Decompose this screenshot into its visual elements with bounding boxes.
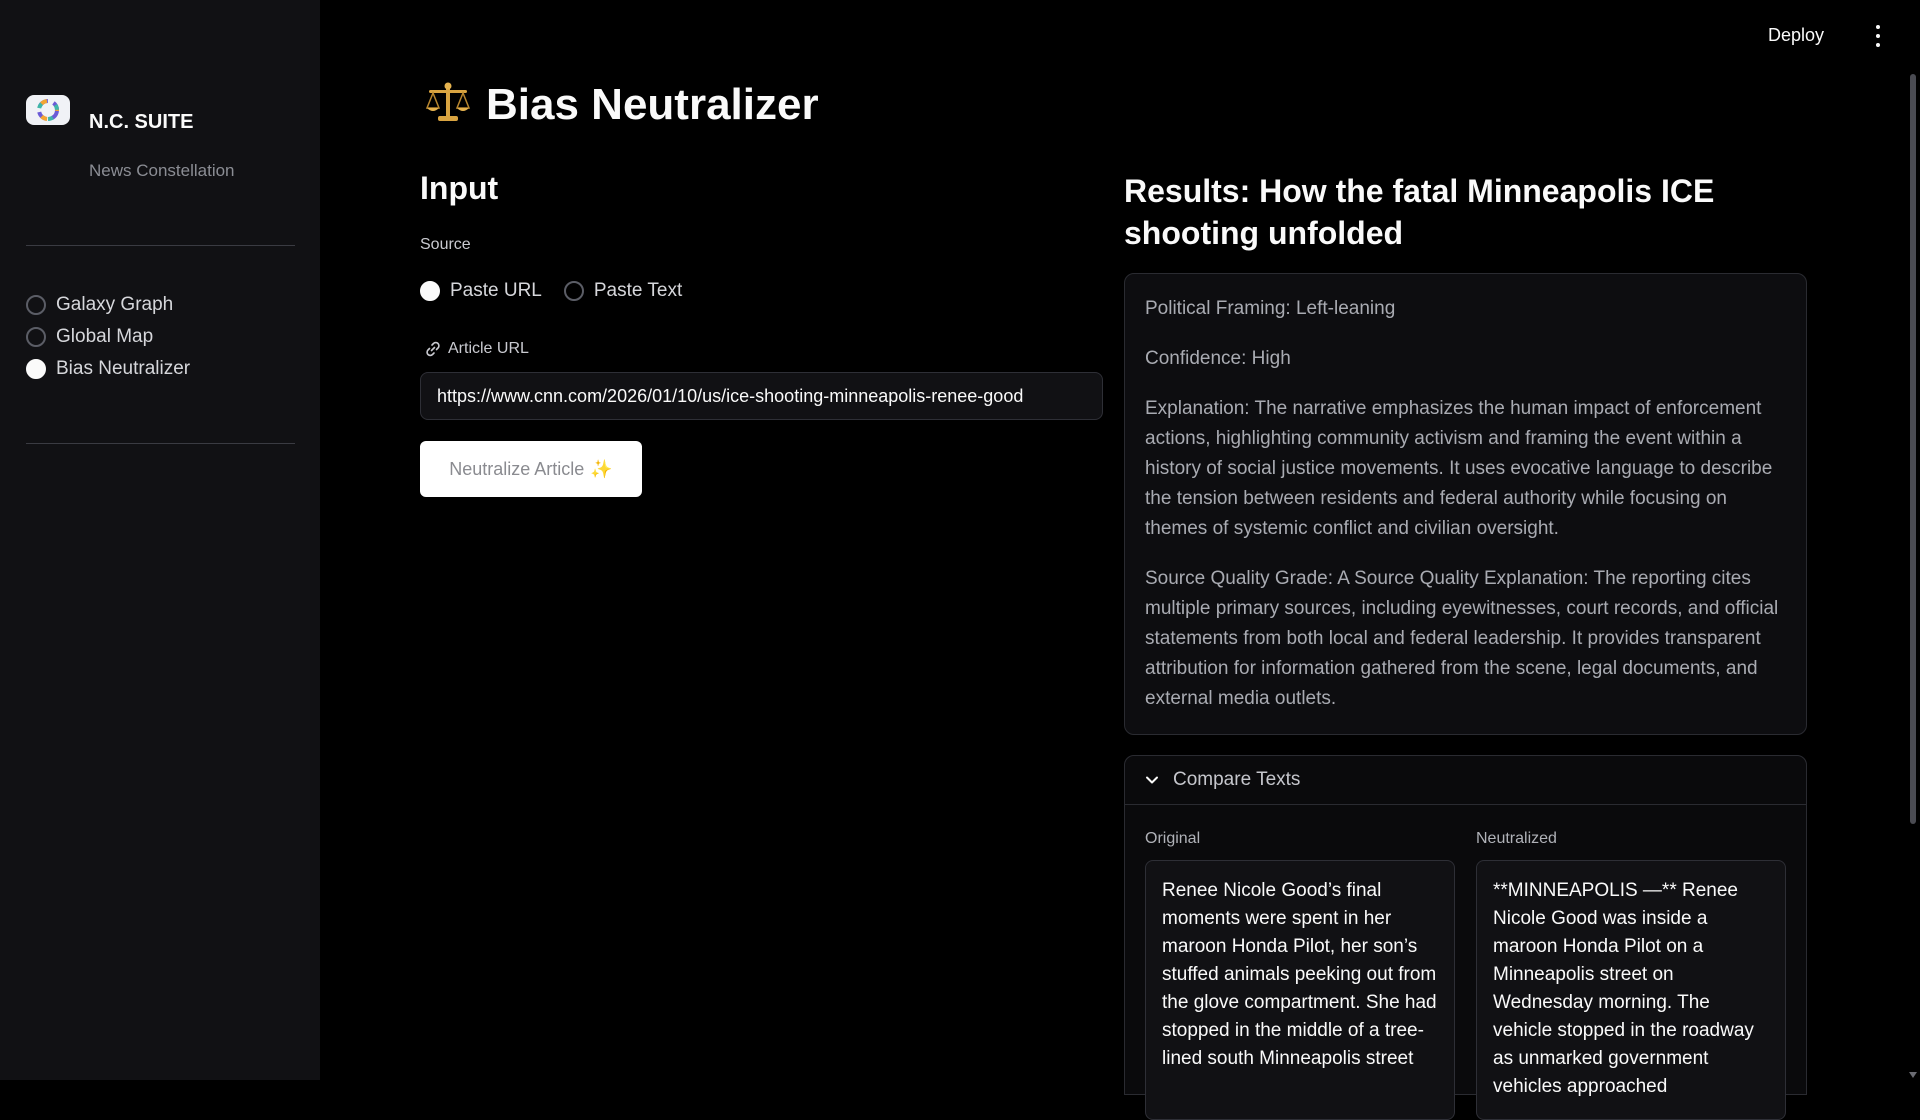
page-title: Bias Neutralizer (486, 79, 819, 129)
results-card (1124, 273, 1807, 735)
nav-label: Galaxy Graph (56, 294, 174, 315)
nav-item-bias-neutralizer[interactable] (26, 353, 190, 385)
compare-texts-label: Compare Texts (1173, 769, 1301, 790)
article-url-label (424, 340, 529, 358)
nav-item-galaxy-graph[interactable] (26, 289, 190, 321)
neutralize-article-button[interactable] (420, 441, 642, 497)
article-url-label-text: Article URL (448, 340, 529, 357)
input-heading: Input (420, 170, 499, 206)
radio-selected-icon (420, 281, 440, 301)
confidence: Confidence: High (1145, 348, 1291, 369)
balance-scale-icon (424, 78, 472, 131)
page-scrollbar[interactable] (1910, 74, 1916, 824)
neutralized-label: Neutralized (1476, 830, 1557, 847)
compare-texts-toggle[interactable] (1125, 756, 1806, 805)
more-menu-icon[interactable] (1872, 25, 1884, 47)
radio-selected-icon (26, 359, 46, 379)
radio-icon (26, 295, 46, 315)
compare-texts-expander (1124, 755, 1807, 1095)
sidebar (0, 0, 320, 1080)
article-url-input[interactable] (420, 372, 1103, 420)
original-textarea[interactable]: Renee Nicole Good’s final moments were spent in her maroon Honda Pilot, her son’s stuffed animals peeking out from the glove compartment. She had stopped in the middle of a tree-lined south Minneapolis street (1145, 860, 1455, 1120)
radio-paste-text[interactable] (564, 280, 682, 302)
link-icon (424, 340, 442, 358)
deploy-button[interactable]: Deploy (1767, 25, 1824, 45)
original-label: Original (1145, 830, 1201, 847)
neutralized-column (1476, 830, 1786, 1120)
compare-columns (1145, 830, 1786, 1120)
app-logo-icon (26, 95, 70, 125)
original-column (1145, 830, 1455, 1120)
political-framing: Political Framing: Left-leaning (1145, 298, 1396, 319)
nav-item-global-map[interactable] (26, 321, 190, 353)
button-label: Neutralize Article (449, 458, 585, 479)
radio-label: Paste Text (593, 280, 683, 301)
sidebar-divider (26, 443, 295, 444)
radio-paste-url[interactable] (420, 280, 542, 302)
sidebar-divider (26, 245, 295, 246)
explanation: Explanation: The narrative emphasizes the human impact of enforcement actions, highlighting community activism and framing the event within a history of social justice movements. It uses evocative language to describe the tension between residents and federal authority while focusing on themes of systemic conflict and civilian oversight. (1145, 398, 1773, 539)
brand-name: N.C. SUITE (89, 111, 194, 133)
neutralized-textarea[interactable]: **MINNEAPOLIS —** Renee Nicole Good was inside a maroon Honda Pilot on a Minneapolis street on Wednesday morning. The vehicle stopped in the roadway as unmarked government vehicles approached (1476, 860, 1786, 1120)
brand (26, 95, 194, 133)
page-header (424, 78, 819, 131)
nav-label: Global Map (56, 326, 154, 347)
radio-icon (564, 281, 584, 301)
source-label: Source (420, 236, 471, 253)
source-quality: Source Quality Grade: A Source Quality Explanation: The reporting cites multiple primary sources, including eyewitnesses, court records, and official statements from both local and federal leadership. It provides transparent attribution for information gathered from the scene, legal documents, and external media outlets. (1145, 568, 1779, 709)
radio-label: Paste URL (450, 280, 542, 301)
nav-label: Bias Neutralizer (56, 358, 191, 379)
results-heading: Results: How the fatal Minneapolis ICE shooting unfolded (1124, 173, 1715, 251)
scroll-down-icon[interactable] (1909, 1072, 1917, 1078)
radio-icon (26, 327, 46, 347)
chevron-down-icon (1145, 773, 1159, 787)
brand-subtitle: News Constellation (89, 161, 235, 180)
sparkles-icon: ✨ (590, 458, 613, 479)
sidebar-nav (26, 289, 190, 385)
source-radio-group (420, 280, 704, 302)
